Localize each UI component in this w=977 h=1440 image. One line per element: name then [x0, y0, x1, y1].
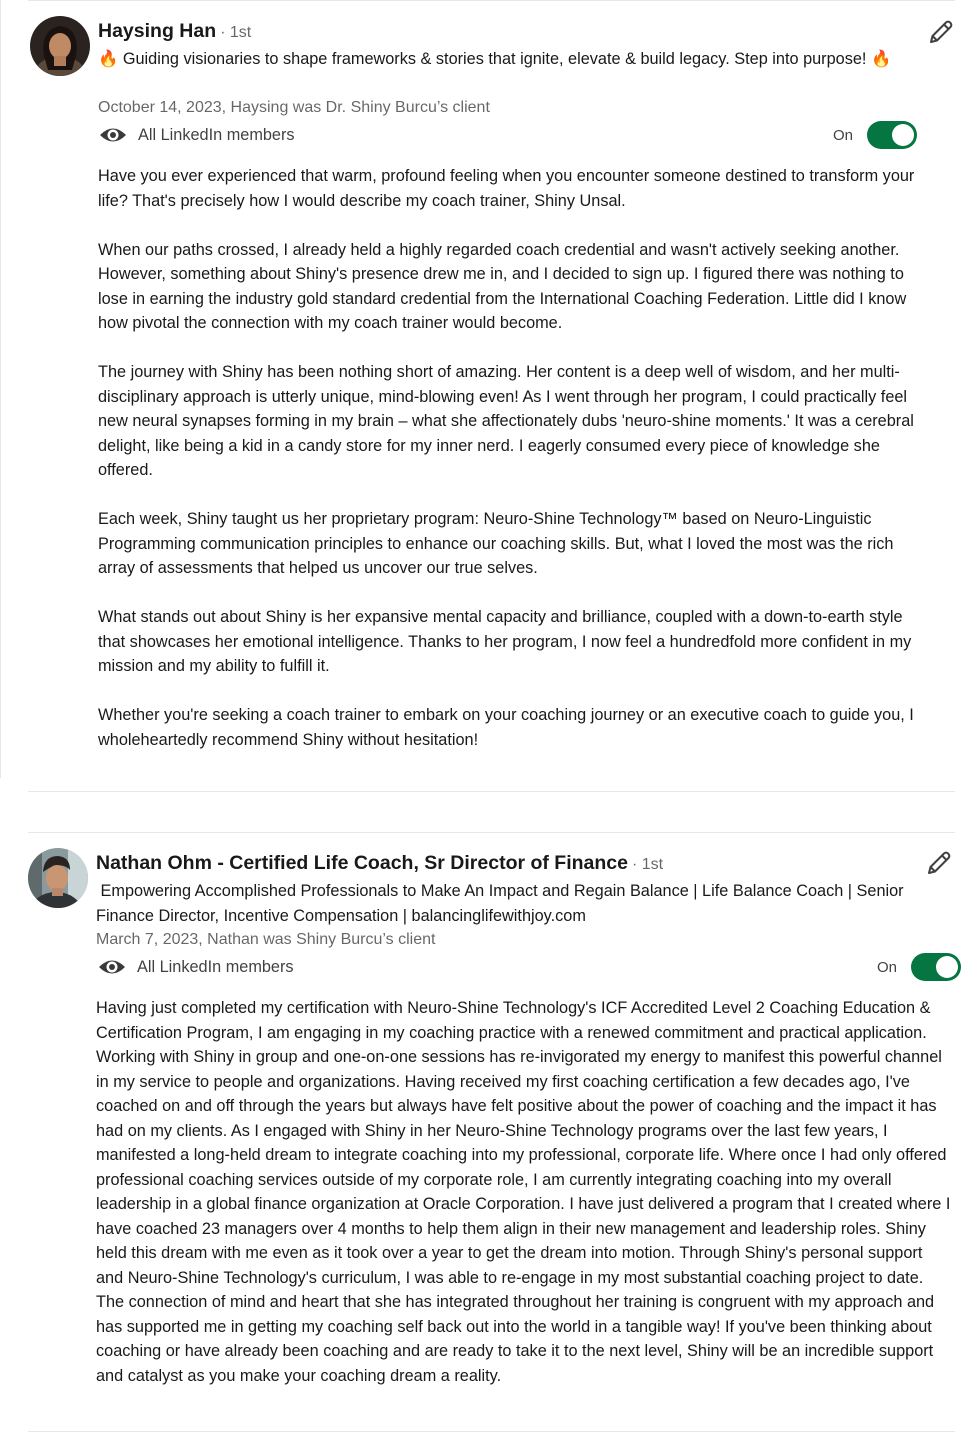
divider — [28, 791, 955, 792]
recommender-name-line — [96, 852, 663, 875]
recommendation-date-relationship: March 7, 2023, Nathan was Shiny Burcu’s client — [96, 931, 436, 948]
visibility-row — [98, 121, 295, 149]
divider — [28, 1431, 955, 1432]
recommendation-paragraph: Whether you're seeking a coach trainer to embark on your coaching journey or an executive coach to guide you, I wholeheartedly recommend Shiny without hesitation! — [98, 706, 914, 749]
recommender-name[interactable]: Nathan Ohm - Certified Life Coach, Sr Director of Finance — [96, 852, 628, 874]
connection-degree: · 1st — [220, 24, 252, 41]
avatar[interactable] — [30, 16, 90, 76]
visibility-toggle[interactable] — [867, 121, 917, 149]
visibility-toggle[interactable] — [911, 953, 961, 981]
recommender-headline — [98, 47, 898, 72]
headline-text: Guiding visionaries to shape frameworks & stories that ignite, elevate & build legacy. Step into purpose! — [122, 50, 867, 68]
visibility-toggle-group — [833, 121, 917, 149]
toggle-knob — [892, 124, 914, 146]
visibility-label: All LinkedIn members — [138, 125, 295, 144]
recommendation-paragraph: Each week, Shiny taught us her proprietary program: Neuro-Shine Technology™ based on Neuro-Linguistic Programming communication principles to enhance our coaching skills. But, what I loved the most was the rich array of assessments that helped us uncover our true selves. — [98, 510, 894, 577]
recommendation-paragraph: What stands out about Shiny is her expansive mental capacity and brilliance, coupled with a down-to-earth style that showcases her emotional intelligence. Thanks to her program, I now feel a hundredfold more confident in my mission and my ability to fulfill it. — [98, 608, 912, 675]
divider — [28, 0, 955, 1]
recommender-name-line — [98, 20, 251, 43]
avatar[interactable] — [28, 848, 88, 908]
recommender-name[interactable]: Haysing Han — [98, 20, 217, 42]
fire-icon: 🔥 — [870, 50, 892, 68]
recommendation-paragraph: When our paths crossed, I already held a highly regarded coach credential and wasn't actively seeking another. However, something about Shiny's presence drew me in, and I decided to sign up. I figured there was nothing to lose in earning the industry gold standard credential from the International Coaching Federation. Little did I know how pivotal the connection with my coach trainer would become. — [98, 240, 907, 332]
toggle-knob — [936, 956, 958, 978]
toggle-state-label: On — [877, 958, 898, 976]
visibility-label: All LinkedIn members — [137, 957, 294, 976]
recommendation-date-relationship: October 14, 2023, Haysing was Dr. Shiny Burcu’s client — [98, 99, 490, 116]
fire-icon: 🔥 — [98, 50, 119, 68]
toggle-state-label: On — [833, 126, 854, 144]
eye-icon — [98, 125, 128, 145]
recommendation-card — [0, 832, 977, 1432]
recommender-headline: Empowering Accomplished Professionals to Make An Impact and Regain Balance | Life Balance Coach | Senior Finance Director, Incentive Compensation | balancinglifewithjoy.com — [96, 882, 909, 925]
pencil-edit-icon[interactable] — [926, 17, 956, 47]
visibility-row — [97, 953, 294, 981]
recommendation-paragraph: Have you ever experienced that warm, profound feeling when you encounter someone destined to transform your life? That's precisely how I would describe my coach trainer, Shiny Unsal. — [98, 167, 915, 210]
connection-degree: · 1st — [632, 856, 664, 873]
recommendation-text — [98, 164, 916, 752]
divider — [28, 832, 955, 833]
recommendation-paragraph: Having just completed my certification with Neuro-Shine Technology's ICF Accredited Level 2 Coaching Education & Certification Program, I am engaging in my coaching practice with a renewed commitment and practical application. Working with Shiny in group and one-on-one sessions has re-invigorated my energy to manifest this powerful channel in my service to people and organizations. Having received my first coaching certification a few decades ago, I've coached on and off through the years but always have felt positive about the power of coaching and the impact it has had on my clients. As I engaged with Shiny in her Neuro-Shine Technology programs over the last few years, I manifested a long-held dream to integrate coaching into my professional, corporate life. Where once I had only offered professional coaching services outside of my corporate role, I am currently integrating coaching into my overall leadership in a global finance organization at Oracle Corporation. I have just delivered a program that I created where I have coached 23 managers over 4 months to help them align in their new management and leadership roles. Shiny held this dream with me even as it took over a year to get the dream into motion. Through Shiny's personal support and Neuro-Shine Technology's curriculum, I was able to re-engage in my most substantial coaching project to date. The connection of mind and heart that she has integrated throughout her training is congruent with my approach and has supported me in getting my coaching self back out into the world in a tangible way! If you've been thinking about coaching or have already been coaching and are ready to take it to the next level, Shiny will be an incredible support and catalyst as you make your coaching dream a reality. — [96, 999, 951, 1385]
recommendation-text — [96, 996, 954, 1388]
recommendation-paragraph: The journey with Shiny has been nothing short of amazing. Her content is a deep well of wisdom, and her multi-disciplinary approach is utterly unique, mind-blowing even! As I went through her program, I could practically feel new neural synapses forming in my brain – what she affectionately dubs 'neuro-shine moments.' It was a cerebral delight, like being a kid in a candy store for my inner nerd. I eagerly consumed every piece of knowledge she offered. — [98, 363, 914, 479]
visibility-toggle-group — [877, 953, 961, 981]
eye-icon — [97, 957, 127, 977]
pencil-edit-icon[interactable] — [924, 848, 954, 878]
